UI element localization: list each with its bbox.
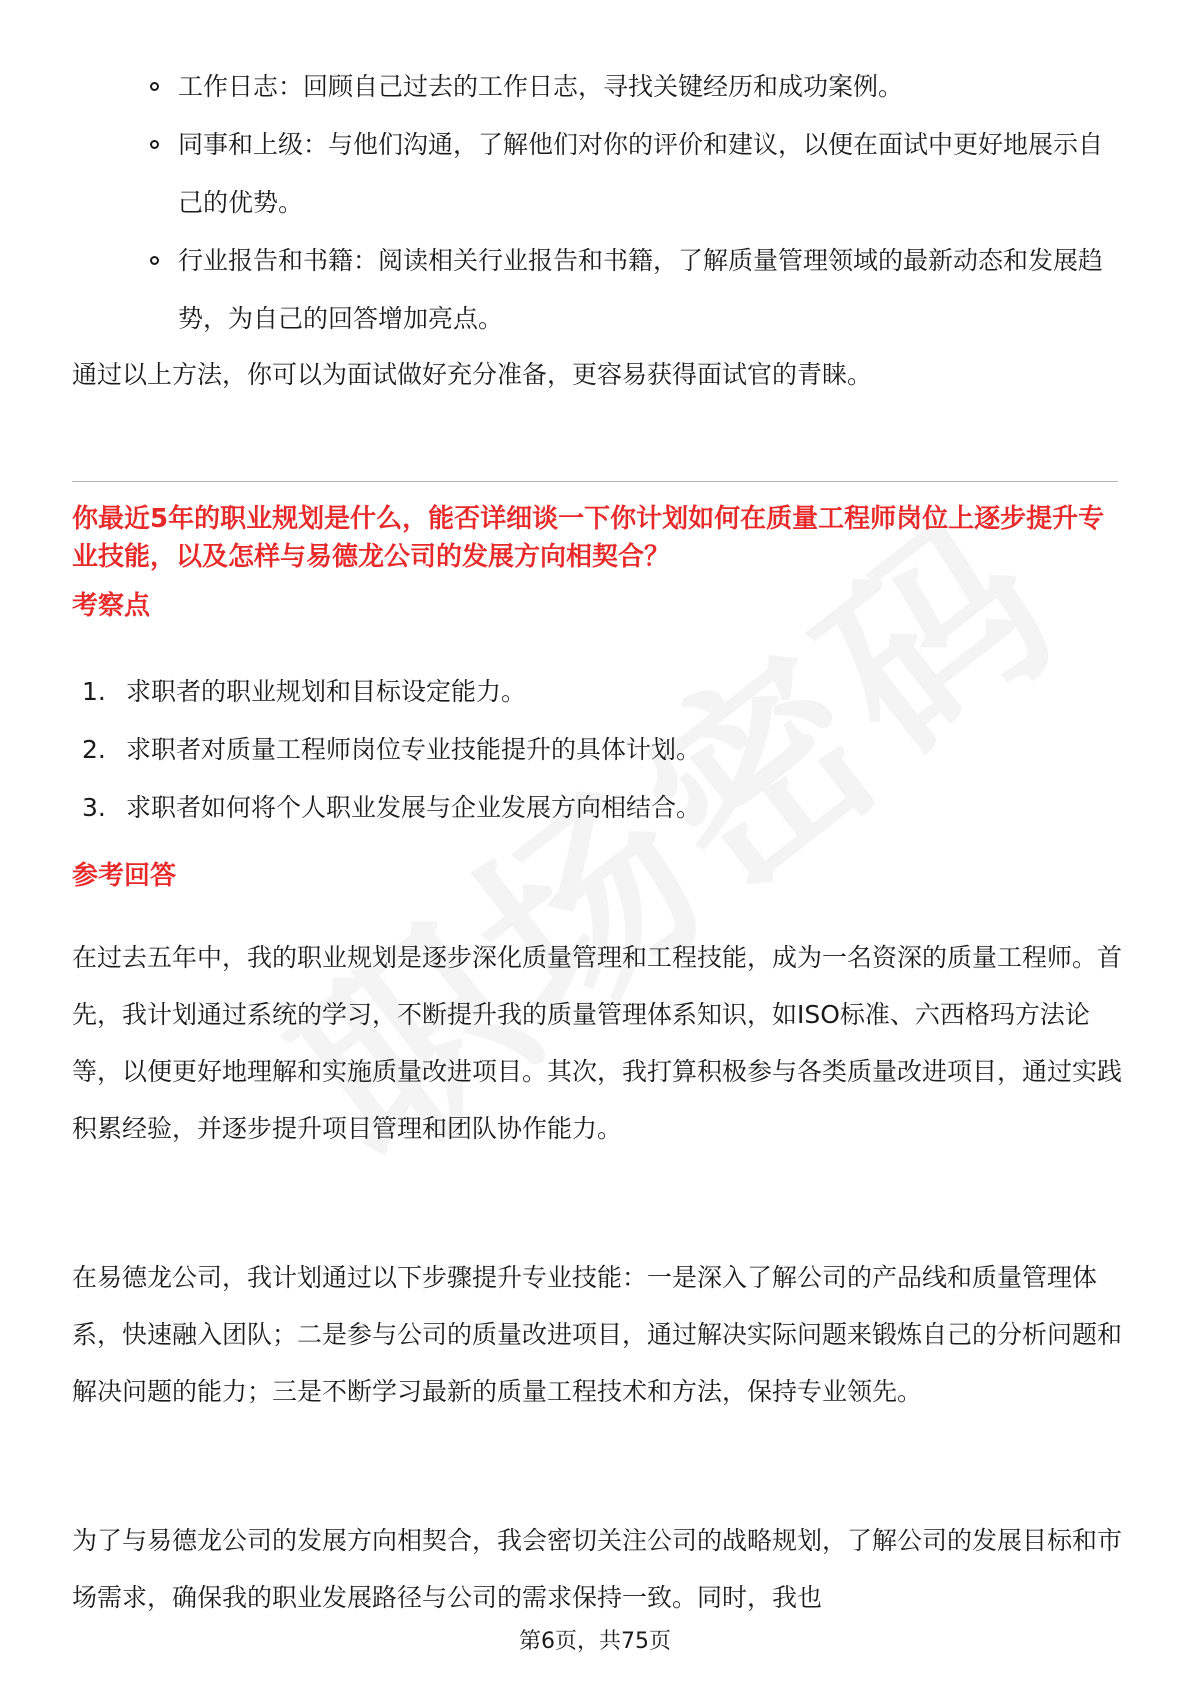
bullet-text: 同事和上级：与他们沟通，了解他们对你的评价和建议，以便在面试中更好地展示自己的优势。 <box>178 130 1104 217</box>
answer-paragraph: 在易德龙公司，我计划通过以下步骤提升专业技能：一是深入了解公司的产品线和质量管理体系，快速融入团队；二是参与公司的质量改进项目，通过解决实际问题来锻炼自己的分析问题和解决问题的能力；三是不断学习最新的质量工程技术和方法，保持专业领先。 <box>72 1263 1123 1406</box>
page-footer: 第6页，共75页 <box>519 1629 671 1654</box>
section-divider <box>72 481 1118 482</box>
list-item <box>82 663 701 721</box>
item-text: 求职者的职业规划和目标设定能力。 <box>126 677 527 706</box>
list-item <box>148 116 1108 232</box>
item-text: 求职者如何将个人职业发展与企业发展方向相结合。 <box>126 793 702 822</box>
hollow-bullet-icon <box>150 82 159 91</box>
bullet-text: 工作日志：回顾自己过去的工作日志，寻找关键经历和成功案例。 <box>178 72 904 101</box>
summary-paragraph: 通过以上方法，你可以为面试做好充分准备，更容易获得面试官的青睐。 <box>72 360 873 389</box>
focus-point-list <box>82 663 701 837</box>
item-text: 求职者对质量工程师岗位专业技能提升的具体计划。 <box>126 735 702 764</box>
list-item <box>148 232 1108 348</box>
resource-bullet-list <box>148 58 1108 348</box>
item-number: 3. <box>82 793 106 822</box>
list-item <box>82 779 701 837</box>
answer-heading: 参考回答 <box>72 861 177 891</box>
answer-paragraph: 为了与易德龙公司的发展方向相契合，我会密切关注公司的战略规划，了解公司的发展目标和市场需求，确保我的职业发展路径与公司的需求保持一致。同时，我也 <box>72 1526 1123 1612</box>
answer-paragraph: 在过去五年中，我的职业规划是逐步深化质量管理和工程技能，成为一名资深的质量工程师。首先，我计划通过系统的学习，不断提升我的质量管理体系知识，如ISO标准、六西格玛方法论等，以便更好地理解和实施质量改进项目。其次，我打算积极参与各类质量改进项目，通过实践积累经验，并逐步提升项目管理和团队协作能力。 <box>72 943 1123 1143</box>
list-item <box>148 58 1108 116</box>
item-number: 1. <box>82 677 106 706</box>
list-item <box>82 721 701 779</box>
hollow-bullet-icon <box>150 140 159 149</box>
hollow-bullet-icon <box>150 256 159 265</box>
watermark <box>153 342 1190 1337</box>
interview-question: 你最近5年的职业规划是什么，能否详细谈一下你计划如何在质量工程师岗位上逐步提升专业技能，以及怎样与易德龙公司的发展方向相契合？ <box>72 504 1105 572</box>
bullet-text: 行业报告和书籍：阅读相关行业报告和书籍，了解质量管理领域的最新动态和发展趋势，为自己的回答增加亮点。 <box>178 246 1104 333</box>
item-number: 2. <box>82 735 106 764</box>
focus-heading: 考察点 <box>72 591 151 621</box>
